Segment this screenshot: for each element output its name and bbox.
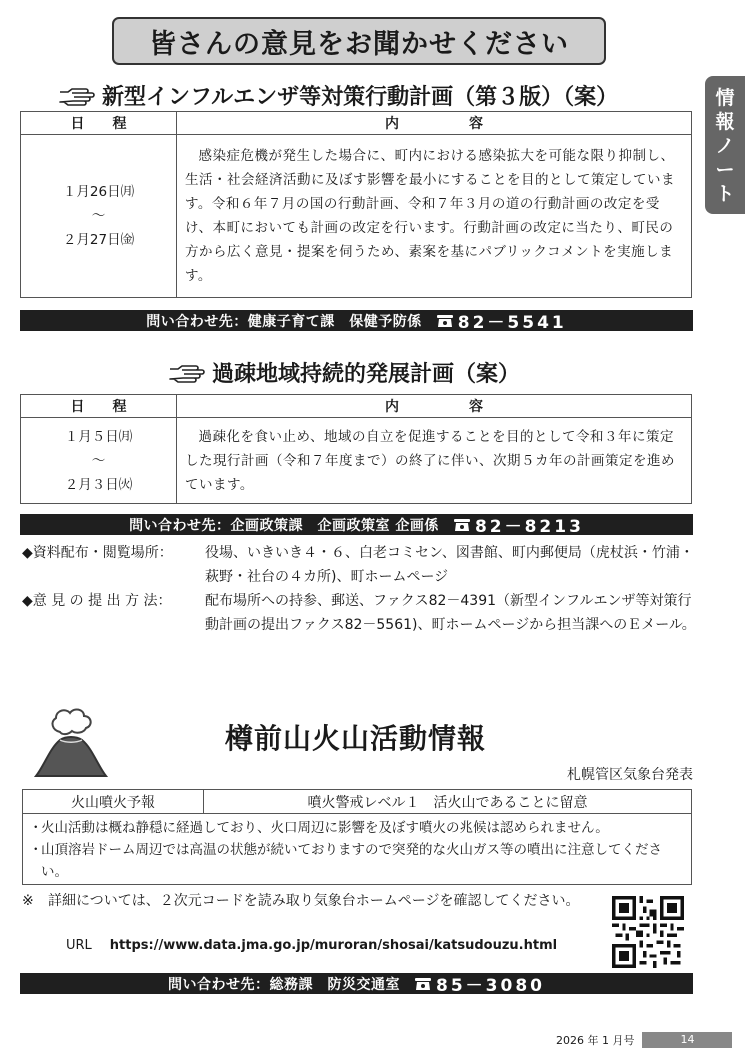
section1-contact-bar [20,310,693,331]
page-number: 14 [642,1032,732,1048]
section1-date [21,135,177,298]
date-from: １月５日㈪ [64,428,133,445]
date-header: 日 程 [21,395,177,418]
detail-note [22,890,592,912]
section2-title-text: 過疎地域持続的発展計画（案） [212,362,521,387]
url-label: URL [66,938,92,953]
section2-contact-bar [20,514,693,535]
url-row [66,938,557,953]
bullet-text: 山頂溶岩ドーム周辺では高温の状態が続いておりますので突発的な火山ガス等の噴出に注意してください。 [41,842,662,880]
submission-label: ◆意 見 の 提 出 方 法： [22,593,172,609]
phone-icon [436,314,454,328]
volcano-contact-bar [20,973,693,994]
list-item [29,817,685,839]
section2-table [20,394,692,504]
page-banner: 皆さんの意見をお聞かせください [112,17,606,65]
volcano-icon [30,702,112,780]
bullet-mark: ・ [29,842,43,858]
date-header: 日 程 [21,112,177,135]
contact-label: 問い合わせ先：総務課 防災交通室 [168,976,400,993]
contact-label: 問い合わせ先：健康子育て課 保健予防係 [146,313,422,330]
side-tab-char: 報 [715,111,735,133]
section1-content: 感染症危機が発生した場合に、町内における感染拡大を可能な限り抑制し、生活・社会経済活動に及ぼす影響を最小にすることを目的として策定しています。令和６年７月の国の行動計画、令和７年３月の道の行動計画の改定を受け、本町においても計画の改定を行います。行動計画の改定に当たり、町民の方から広く意見・提案を伺うため、素案を基にパブリックコメントを実施します。 [177,135,692,298]
date-to: ２月27日㈮ [62,232,135,248]
forecast-value: 噴火警戒レベル１ 活火山であることに留意 [307,794,588,811]
side-tab-char: ノ [715,135,735,157]
volcano-title: 樽前山火山活動情報 [225,722,487,755]
qr-code-icon[interactable] [612,896,684,968]
side-tab-char: 情 [715,87,735,109]
section2-title [168,357,520,388]
forecast-label: 火山噴火予報 [23,790,204,813]
side-tab-char: ー [715,159,735,181]
pointing-hand-icon [168,363,206,383]
distribution-text: 役場、いきいき４・６、白老コミセン、図書館、町内郵便局（虎杖浜・竹浦・萩野・社台の４カ所)、町ホームページ [205,545,694,585]
volcano-forecast-box [22,789,692,885]
section1-title [58,80,618,111]
note-mark: ※ [22,893,34,909]
content-header: 内 容 [177,112,692,135]
phone-number: 85－3080 [436,976,545,996]
side-tab-info-note[interactable] [705,76,745,214]
list-item [29,839,685,883]
contact-phone[interactable] [436,308,567,333]
date-separator: ～ [91,208,106,224]
bullet-mark: ・ [29,820,43,836]
pointing-hand-icon [58,86,96,106]
phone-icon [414,977,432,991]
issuer-label: 札幌管区気象台発表 [567,767,693,783]
section1-table [20,111,692,298]
date-to: ２月３日㈫ [64,476,133,493]
section2-content: 過疎化を食い止め、地域の自立を促進することを目的として令和３年に策定した現行計画（令和７年度まで）の終了に伴い、次期５カ年の計画策定を進めています。 [177,418,692,504]
submission-text: 配布場所への持参、郵送、ファクス82－4391（新型インフルエンザ等対策行動計画の提出ファクス82－5561)、町ホームページから担当課へのＥメール。 [205,593,696,633]
phone-number: 82－5541 [457,313,567,333]
date-from: １月26日㈪ [62,184,135,200]
phone-icon [453,518,471,532]
phone-number: 82－8213 [474,517,584,537]
contact-phone[interactable] [453,512,584,537]
bullet-text: 火山活動は概ね静穏に経過しており、火口周辺に影響を及ぼす噴火の兆候は認められません。 [41,820,609,836]
issue-label: 2026 年 1 月号 [556,1034,635,1047]
note-text: 詳細については、２次元コードを読み取り気象台ホームページを確認してください。 [48,893,580,909]
date-separator: ～ [91,452,106,469]
jma-url-link[interactable]: https://www.data.jma.go.jp/muroran/shosai/katsudouzu.html [109,938,558,953]
side-tab-char: ト [715,183,735,205]
section1-title-text: 新型インフルエンザ等対策行動計画（第３版）（案） [102,85,619,110]
distribution-info [22,541,697,637]
contact-phone[interactable] [414,971,545,996]
distribution-label: ◆資料配布・閲覧場所： [22,545,173,561]
content-header: 内 容 [177,395,692,418]
section2-date [21,418,177,504]
page-footer [556,1032,732,1048]
contact-label: 問い合わせ先：企画政策課 企画政策室 企画係 [129,517,439,534]
